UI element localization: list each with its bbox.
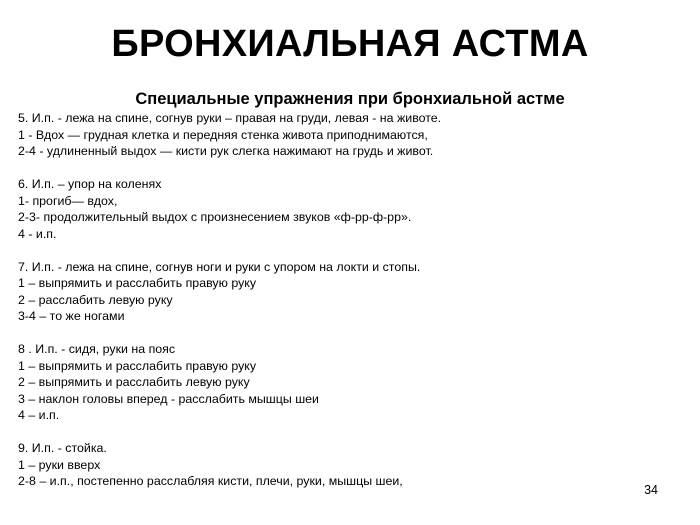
exercise-line: 9. И.п. - стойка.	[18, 441, 107, 455]
spacer	[18, 424, 688, 441]
exercise-line: 2 – расслабить левую руку	[18, 292, 173, 307]
exercise-block	[18, 176, 688, 242]
exercise-line: 1 – руки вверх	[18, 457, 101, 472]
exercise-line: 2-3- продолжительный выдох с произнесением звуков «ф-рр-ф-рр».	[18, 210, 412, 224]
spacer	[18, 325, 688, 342]
exercise-line: 2-4 - удлиненный выдох — кисти рук слегка нажимают на грудь и живот.	[18, 144, 434, 158]
exercise-line: 4 – и.п.	[18, 408, 60, 422]
exercise-line: 5. И.п. - лежа на спине, согнув руки – правая на груди, левая - на животе.	[18, 111, 442, 125]
exercise-line: 7. И.п. - лежа на спине, согнув ноги и руки с упором на локти и стопы.	[18, 259, 421, 274]
exercise-line: 1 - Вдох — грудная клетка и передняя стенка живота приподнимаются,	[18, 127, 428, 142]
exercise-line: 4 - и.п.	[18, 226, 57, 241]
slide-title: БРОНХИАЛЬНАЯ АСТМА	[111, 23, 589, 65]
exercise-line: 1 – выпрямить и расслабить правую руку	[18, 358, 257, 373]
exercise-line: 6. И.п. – упор на коленях	[18, 177, 162, 191]
page-number: 34	[644, 483, 658, 497]
exercise-line: 1 – выпрямить и расслабить правую руку	[18, 276, 257, 290]
exercise-line: 8 . И.п. - сидя, руки на пояс	[18, 342, 176, 356]
slide-subtitle: Специальные упражнения при бронхиальной астме	[135, 90, 565, 108]
exercise-line: 1- прогиб— вдох,	[18, 193, 118, 208]
exercise-block	[18, 259, 688, 325]
spacer	[18, 242, 688, 259]
exercise-block	[18, 440, 688, 490]
spacer	[18, 160, 688, 177]
exercise-list	[18, 110, 688, 490]
exercise-line: 3 – наклон головы вперед - расслабить мышцы шеи	[18, 391, 319, 406]
exercise-line: 2 – выпрямить и расслабить левую руку	[18, 375, 250, 389]
exercise-line: 3-4 – то же ногами	[18, 309, 125, 323]
exercise-block	[18, 110, 688, 160]
exercise-block	[18, 341, 688, 424]
exercise-line: 2-8 – и.п., постепенно расслабляя кисти, плечи, руки, мышцы шеи,	[18, 474, 403, 488]
